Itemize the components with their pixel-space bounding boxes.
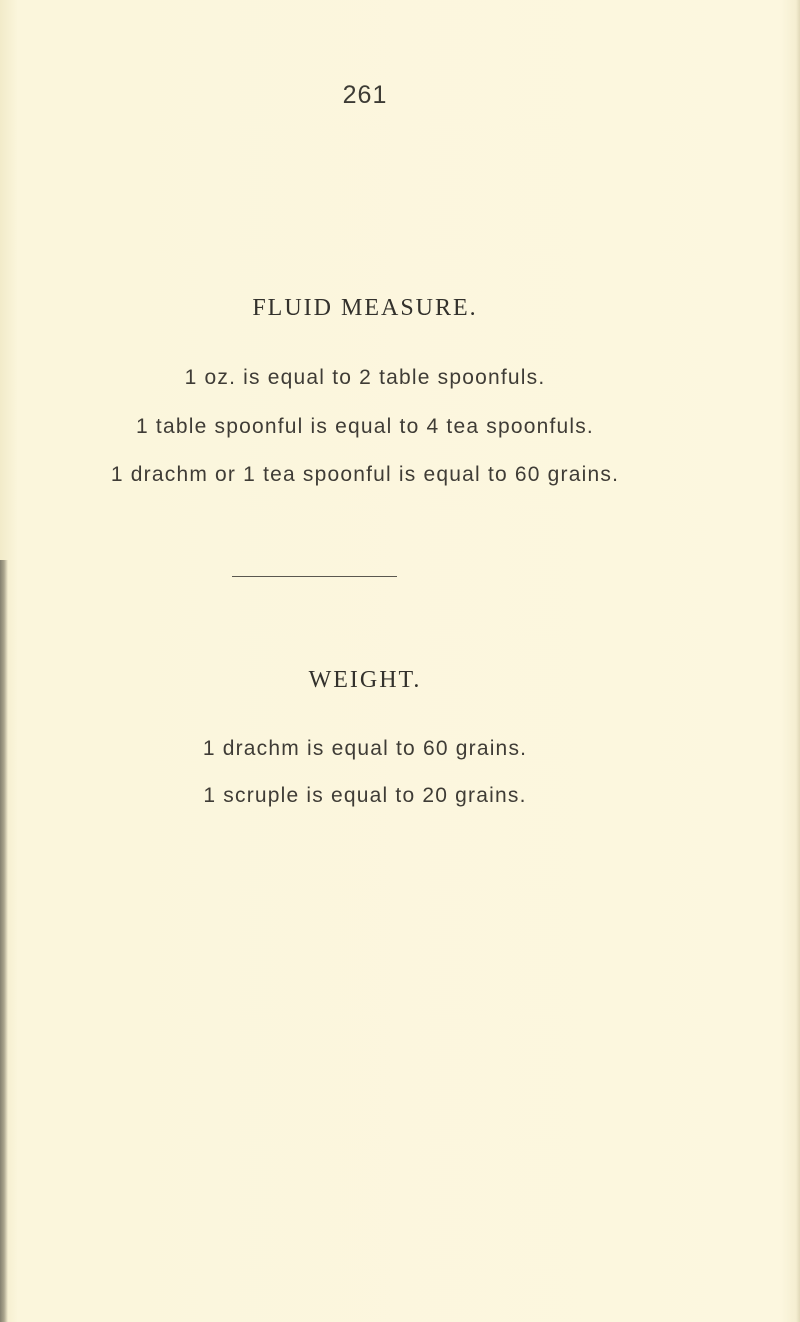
fluid-measure-line-3: 1 drachm or 1 tea spoonful is equal to 60 grains. <box>110 463 620 486</box>
fluid-measure-line-1: 1 oz. is equal to 2 table spoonfuls. <box>184 366 546 389</box>
page-edge-shadow <box>796 0 800 1322</box>
page-number: 261 <box>342 81 388 109</box>
section-divider <box>232 576 397 577</box>
weight-heading: WEIGHT. <box>308 667 422 693</box>
weight-line-2: 1 scruple is equal to 20 grains. <box>203 784 527 807</box>
fluid-measure-heading: FLUID MEASURE. <box>252 295 478 321</box>
weight-line-1: 1 drachm is equal to 60 grains. <box>202 737 528 760</box>
fluid-measure-line-2: 1 table spoonful is equal to 4 tea spoonfuls. <box>136 415 594 438</box>
